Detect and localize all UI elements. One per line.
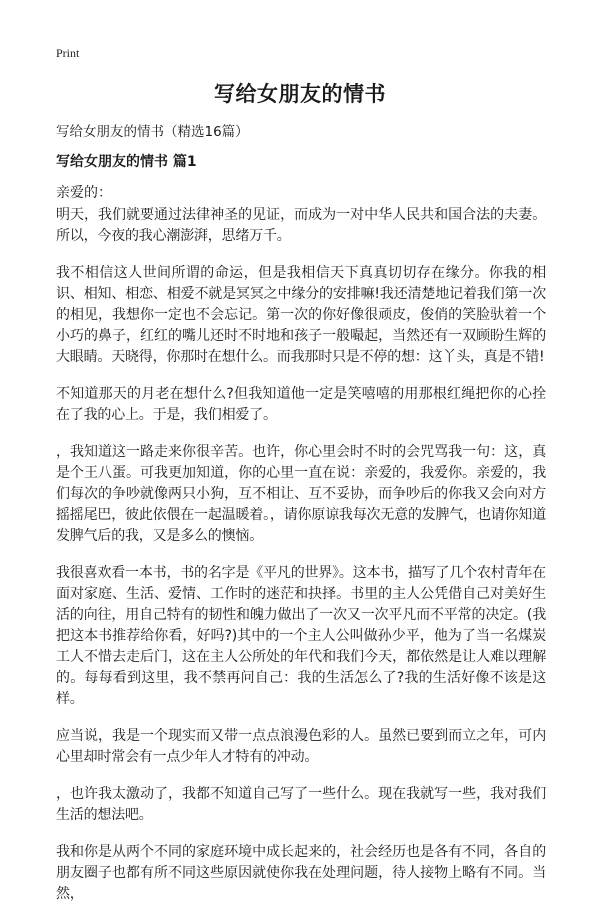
paragraph: 应当说，我是一个现实而又带一点点浪漫色彩的人。虽然已要到而立之年，可内心里却时常会有一点少年人才特有的冲动。 — [56, 728, 546, 765]
print-link[interactable]: Print — [56, 46, 80, 60]
paragraph: 不知道那天的月老在想什么?但我知道他一定是笑嘻嘻的用那根红绳把你的心拴在了我的心上。于是，我们相爱了。 — [56, 386, 546, 423]
paragraph: 我很喜欢看一本书，书的名字是《平凡的世界》。这本书，描写了几个农村青年在面对家庭、生活、爱情、工作时的迷茫和抉择。书里的主人公凭借自己对美好生活的向往，用自己特有的韧性和魄力做出了一次又一次平凡而不平常的决定。(我把这本书推荐给你看，好吗?)其中的一个主人公叫做孙少平，他为了当一名煤炭工人不惜去走后门，这在主人公所处的年代和我们今天，都依然是让人难以理解的。每每看到这里，我不禁再问自己：我的生活怎么了?我的生活好像不该是这样。 — [56, 565, 546, 707]
greeting-line: 亲爱的： — [56, 185, 112, 201]
paragraph: ，也许我太激动了，我都不知道自己写了一些什么。现在我就写一些，我对我们生活的想法吧。 — [56, 786, 546, 823]
section-heading: 写给女朋友的情书 篇1 — [56, 154, 197, 170]
letter-body — [56, 205, 546, 921]
paragraph: 我不相信这人世间所谓的命运，但是我相信天下真真切切存在缘分。你我的相识、相知、相恋、相爱不就是冥冥之中缘分的安排嘛!我还清楚地记着我们第一次的相见，我想你一定也不会忘记。第一次的你好像很顽皮，俊俏的笑脸驮着一个小巧的鼻子，红红的嘴儿还时不时地和孩子一般嘬起，当然还有一双顾盼生辉的大眼睛。天晓得，你那时在想什么。而我那时只是不停的想：这丫头，真是不错! — [56, 265, 546, 365]
paragraph: 我和你是从两个不同的家庭环境中成长起来的，社会经历也是各有不同，各自的朋友圈子也都有所不同这些原因就使你我在处理问题，待人接物上略有不同。当然， — [56, 844, 546, 902]
document-subtitle: 写给女朋友的情书（精选16篇） — [56, 124, 249, 140]
paragraph: ，我知道这一路走来你很辛苦。也许，你心里会时不时的会咒骂我一句：这，真是个王八蛋。可我更加知道，你的心里一直在说：亲爱的，我爱你。亲爱的，我们每次的争吵就像两只小狗，互不相让、互不妥协，而争吵后的你我又会向对方摇摇尾巴，彼此依偎在一起温暖着。，请你原谅我每次无意的发脾气，也请你知道发脾气后的我，又是多么的懊恼。 — [56, 444, 546, 544]
paragraph: 明天，我们就要通过法律神圣的见证，而成为一对中华人民共和国合法的夫妻。所以，今夜的我心潮澎湃，思绪万千。 — [56, 207, 546, 244]
page-title: 写给女朋友的情书 — [214, 82, 386, 106]
